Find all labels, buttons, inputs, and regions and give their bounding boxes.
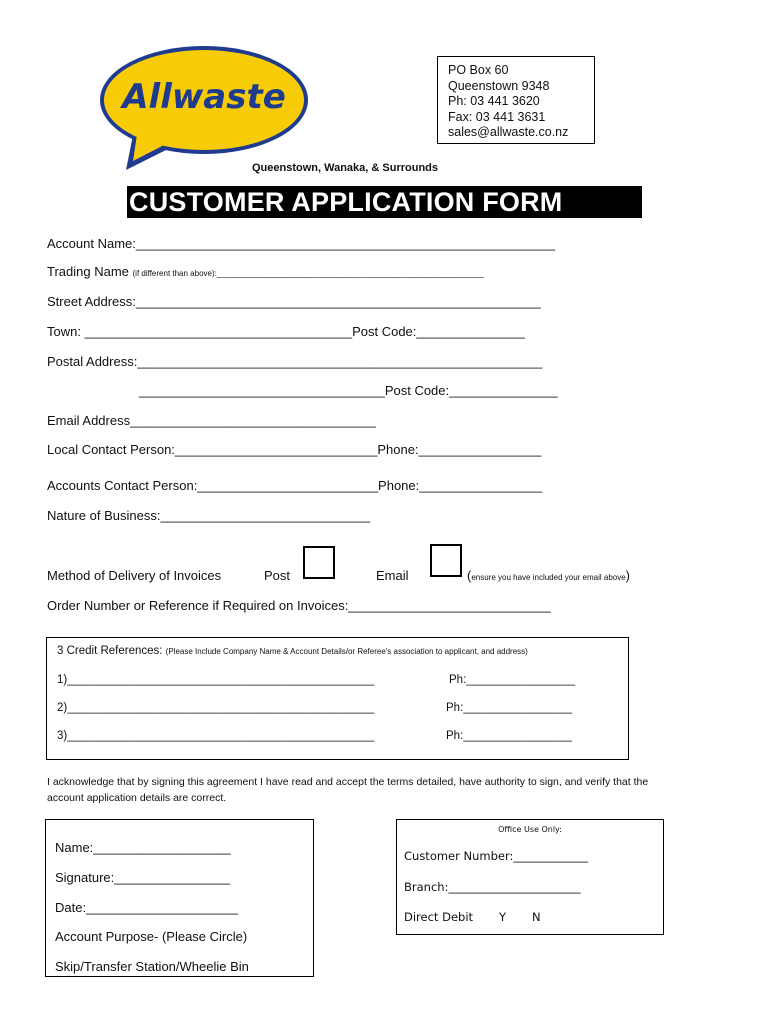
acknowledgement-line-2: account application details are correct.	[47, 792, 227, 804]
nature-of-business-field[interactable]: Nature of Business:_____________________________	[47, 508, 371, 523]
credit-reference-line: ________________________________________________	[67, 730, 375, 742]
street-address-field[interactable]: Street Address:________________________________________________________	[47, 294, 541, 309]
email-note-close: )	[625, 568, 631, 583]
account-purpose-options[interactable]: Skip/Transfer Station/Wheelie Bin	[55, 959, 249, 974]
phone: Ph: 03 441 3620	[448, 94, 540, 108]
date-field[interactable]: Date:_____________________	[55, 900, 238, 915]
trading-name-note: (if different than above):	[132, 269, 217, 278]
credit-references-heading	[57, 645, 528, 657]
email-checkbox[interactable]	[430, 544, 462, 577]
form-title: CUSTOMER APPLICATION FORM	[127, 186, 642, 218]
post-option-label: Post	[264, 568, 291, 583]
accounts-contact-field[interactable]: Accounts Contact Person:_________________________Phone:_________________	[47, 478, 543, 493]
credit-references-title: 3 Credit References:	[57, 645, 163, 657]
email-note	[467, 568, 630, 583]
direct-debit-no[interactable]: N	[532, 910, 541, 924]
postal-address-line2-field[interactable]: __________________________________Post Code:_______________	[139, 383, 558, 398]
email-note-open: (	[467, 568, 472, 583]
po-box: PO Box 60	[448, 63, 509, 77]
post-checkbox[interactable]	[303, 546, 335, 579]
credit-reference-phone[interactable]: Ph:_________________	[446, 702, 572, 714]
town-postcode-field[interactable]: Town: _____________________________________Post Code:_______________	[47, 324, 525, 339]
credit-reference-phone[interactable]: Ph:_________________	[446, 730, 572, 742]
postal-address-field[interactable]: Postal Address:________________________________________________________	[47, 354, 543, 369]
delivery-method-label: Method of Delivery of Invoices	[47, 568, 222, 583]
account-purpose-label: Account Purpose- (Please Circle)	[55, 929, 248, 944]
customer-number-field[interactable]: Customer Number:_____________	[404, 849, 589, 863]
city-postcode: Queenstown 9348	[448, 78, 550, 93]
signature-field[interactable]: Signature:________________	[55, 870, 230, 885]
account-name-field[interactable]: Account Name:__________________________________________________________	[47, 236, 556, 251]
email-address-field[interactable]: Email Address__________________________________	[47, 413, 376, 428]
trading-name-label: Trading Name	[47, 264, 129, 279]
email-contact: sales@allwaste.co.nz	[448, 125, 569, 139]
credit-reference-row[interactable]	[57, 674, 374, 686]
branch-field[interactable]: Branch:_______________________	[404, 880, 581, 894]
signatory-name-field[interactable]: Name:___________________	[55, 840, 231, 855]
fax: Fax: 03 441 3631	[448, 109, 546, 124]
credit-reference-row[interactable]	[57, 730, 374, 742]
email-note-text: ensure you have included your email above	[471, 573, 626, 582]
allwaste-logo	[96, 42, 310, 172]
credit-reference-phone[interactable]: Ph:_________________	[449, 674, 575, 686]
office-use-heading: Office Use Only:	[498, 825, 562, 834]
credit-reference-row[interactable]	[57, 702, 374, 714]
direct-debit-yes[interactable]: Y	[499, 910, 507, 924]
logo-text: Allwaste	[122, 77, 286, 117]
acknowledgement-line-1: I acknowledge that by signing this agreement I have read and accept the terms detailed, have authority to sign, and verify that the	[47, 776, 649, 788]
local-contact-field[interactable]: Local Contact Person:____________________________Phone:_________________	[47, 442, 542, 457]
credit-references-note: (Please Include Company Name & Account Details/or Referee's association to applicant, and address)	[165, 647, 528, 656]
credit-reference-number: 3)	[57, 730, 68, 742]
contact-details-box	[437, 56, 595, 144]
trading-name-line: ____________________________________________________________	[216, 269, 484, 278]
credit-reference-number: 1)	[57, 674, 68, 686]
direct-debit-label: Direct Debit	[404, 910, 474, 924]
trading-name-field[interactable]	[47, 264, 484, 279]
credit-reference-line: ________________________________________________	[67, 702, 375, 714]
email-option-label: Email	[376, 568, 409, 583]
order-number-field[interactable]: Order Number or Reference if Required on Invoices:____________________________	[47, 598, 551, 613]
credit-reference-line: ________________________________________________	[67, 674, 375, 686]
credit-reference-number: 2)	[57, 702, 68, 714]
service-region: Queenstown, Wanaka, & Surrounds	[252, 162, 439, 174]
